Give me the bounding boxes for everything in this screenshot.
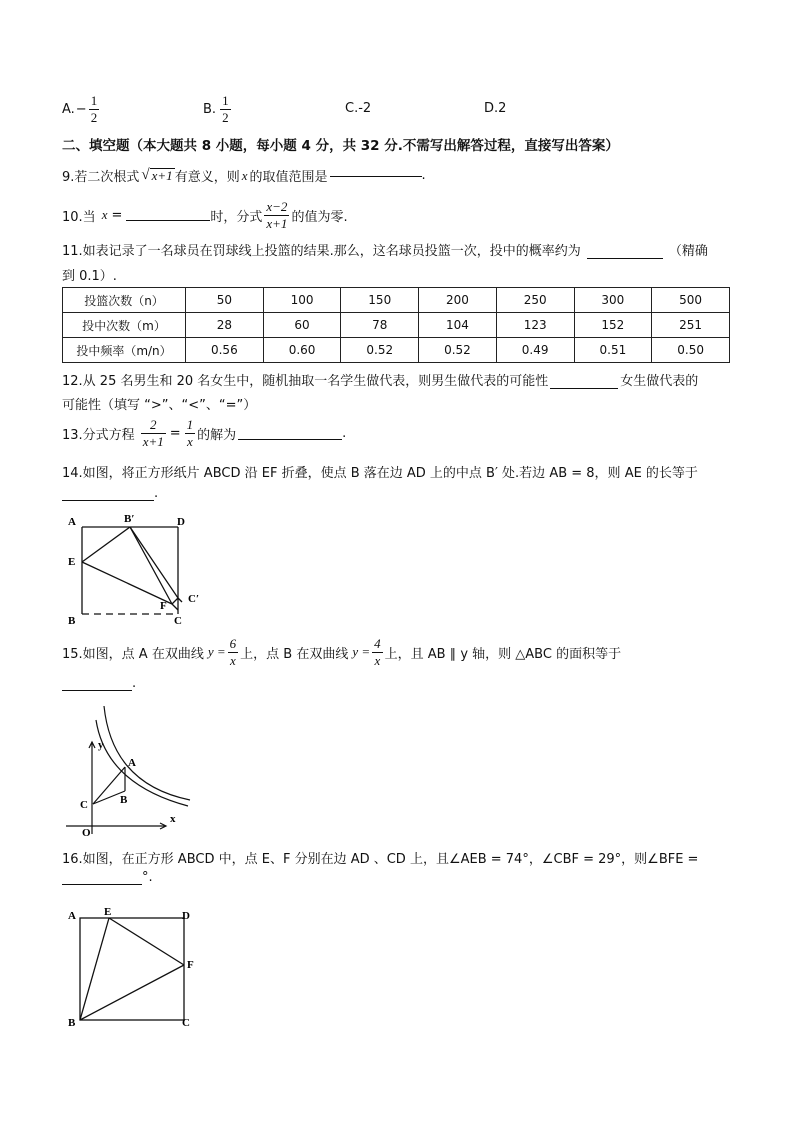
label-c: C bbox=[182, 1017, 190, 1029]
fold-cp bbox=[130, 527, 178, 604]
question-14-line1: 14.如图，将正方形纸片 ABCD 沿 EF 折叠，使点 B 落在边 AD 上的中点 B′ 处.若边 AB = 8，则 AE 的长等于 bbox=[62, 466, 698, 481]
fold-bp-f bbox=[130, 527, 172, 604]
question-16-line1: 16.如图，在正方形 ABCD 中，点 E、F 分别在边 AD 、CD 上，且∠AEB = 74°，∠CBF = 29°，则∠BFE = bbox=[62, 852, 699, 867]
figure-14 bbox=[60, 510, 220, 630]
label-a: A bbox=[128, 757, 136, 769]
label-a: A bbox=[68, 910, 76, 922]
answer-blank-14[interactable] bbox=[62, 499, 154, 501]
q10-fraction: $\frac{x-2}{x+1}$ bbox=[266, 198, 288, 231]
answer-blank-15[interactable] bbox=[62, 689, 132, 691]
option-b-fraction: $\frac{1}{2}$ bbox=[222, 92, 229, 125]
table-row: 投篮次数（n） 50 100 150 200 250 300 500 bbox=[63, 288, 730, 313]
option-c: C.-2 bbox=[345, 101, 372, 116]
answer-blank-9[interactable] bbox=[330, 175, 422, 177]
fold-e-bp bbox=[82, 527, 130, 562]
label-b: B bbox=[120, 794, 128, 806]
label-e: E bbox=[104, 906, 112, 918]
figure-15 bbox=[60, 702, 200, 838]
option-d: D.2 bbox=[484, 101, 507, 116]
option-a-fraction: $\frac{1}{2}$ bbox=[90, 92, 98, 125]
label-d: D bbox=[182, 910, 190, 922]
answer-blank-11[interactable] bbox=[587, 257, 663, 259]
question-9: 9.若二次根式 √ x+1 有意义，则 x 的取值范围是 . bbox=[62, 167, 426, 185]
label-a: A bbox=[68, 516, 76, 528]
answer-blank-13[interactable] bbox=[238, 438, 342, 440]
option-b: B. $\frac{1}{2}$ bbox=[203, 92, 229, 125]
label-x: x bbox=[170, 813, 176, 825]
answer-blank-16[interactable] bbox=[62, 883, 142, 885]
segment-bf bbox=[80, 965, 184, 1020]
label-b: B bbox=[68, 615, 76, 627]
segment-be bbox=[80, 918, 109, 1020]
section-heading: 二、填空题（本大题共 8 小题，每小题 4 分，共 32 分.不需写出解答过程，直接写出答案） bbox=[62, 138, 619, 154]
fold-f-c bbox=[172, 604, 178, 610]
question-14-line2: . bbox=[62, 486, 158, 501]
option-a: A. − $\frac{1}{2}$ bbox=[62, 92, 98, 125]
question-10: 10.当 x = 时，分式 $\frac{x-2}{x+1}$ 的值为零. bbox=[62, 198, 348, 231]
question-12-line2: 可能性（填写 “>”、“<”、“=”） bbox=[62, 398, 257, 413]
label-c: C bbox=[80, 799, 88, 811]
segment-ef bbox=[109, 918, 184, 965]
label-e: E bbox=[68, 556, 76, 568]
label-y: y bbox=[98, 739, 104, 751]
question-15-line2: . bbox=[62, 676, 136, 691]
question-15-line1: 15.如图，点 A 在双曲线 y = $\frac{6}{x}$ 上，点 B 在双曲线 y = $\frac{4}{x}$ 上，且 AB ∥ y 轴，则 △ABC 的面积等于 bbox=[62, 635, 622, 668]
label-o: O bbox=[82, 827, 91, 838]
hyperbola-6 bbox=[104, 706, 190, 800]
label-cprime: C′ bbox=[188, 593, 200, 605]
question-12-line1: 12.从 25 名男生和 20 名女生中，随机抽取一名学生做代表，则男生做代表的可能性 女生做代表的 bbox=[62, 374, 699, 389]
label-c: C bbox=[174, 615, 182, 627]
question-11-line1: 11.如表记录了一名球员在罚球线上投篮的结果.那么，这名球员投篮一次，投中的概率约为 （精确 bbox=[62, 244, 708, 259]
question-13: 13.分式方程 $\frac{2}{x+1}$ = $\frac{1}{x}$ 的解为 . bbox=[62, 416, 347, 449]
label-f: F bbox=[187, 959, 194, 971]
figure-16 bbox=[60, 900, 210, 1030]
table-row: 投中次数（m） 28 60 78 104 123 152 251 bbox=[63, 313, 730, 338]
label-d: D bbox=[177, 516, 185, 528]
table-row: 投中频率（m/n） 0.56 0.60 0.52 0.52 0.49 0.51 0.50 bbox=[63, 338, 730, 363]
frequency-table bbox=[62, 287, 730, 363]
square-abcd bbox=[80, 918, 184, 1020]
answer-blank-10[interactable] bbox=[126, 219, 210, 221]
label-f: F bbox=[160, 600, 167, 612]
label-bprime: B′ bbox=[124, 513, 135, 525]
question-11-line2: 到 0.1）. bbox=[62, 269, 117, 284]
answer-blank-12[interactable] bbox=[550, 387, 618, 389]
label-b: B bbox=[68, 1017, 76, 1029]
question-16-line2: °. bbox=[62, 870, 153, 885]
